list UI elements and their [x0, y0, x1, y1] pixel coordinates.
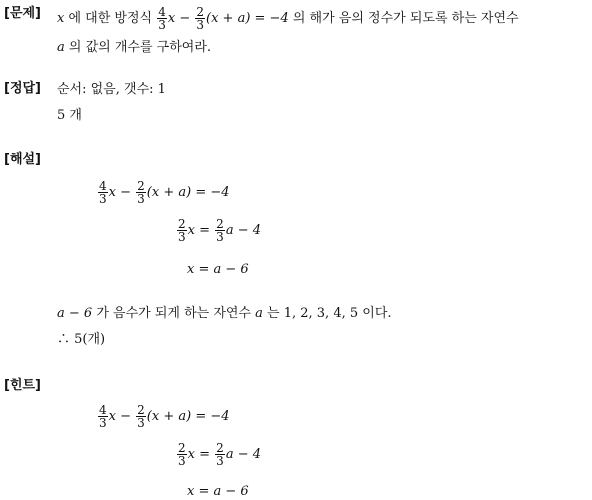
expr-x-minus: x − [167, 11, 195, 26]
problem-text-3: 의 값의 개수를 구하여라. [64, 40, 212, 55]
hint-eq-3: x = a − 6 [187, 484, 249, 499]
hint-label: [힌트] [4, 378, 41, 393]
problem-line-2 [57, 36, 211, 55]
solution-eq-1: $\frac{4}{3}$ x − $\frac{2}{3}$ (x + a) = −4 [99, 179, 230, 206]
hint-eq-2: $\frac{2}{3}$ x = $\frac{2}{3}$ a − 4 [178, 441, 261, 468]
fraction-4-3: $\frac{4}{3}$ [158, 5, 166, 32]
var-x: x [57, 11, 65, 26]
var-a: a [57, 40, 65, 55]
problem-line-1 [57, 6, 519, 31]
solution-label: [해설] [4, 152, 41, 167]
expr-paren: (x + a) = −4 [206, 11, 289, 26]
answer-line-2: 5 개 [57, 108, 82, 123]
fraction-2-3: $\frac{2}{3}$ [196, 5, 205, 32]
hint-eq-1: $\frac{4}{3}$ x − $\frac{2}{3}$ (x + a) = −4 [99, 403, 230, 430]
answer-line-1: 순서: 없음, 갯수: 1 [57, 82, 166, 97]
solution-text-1: a − 6 가 음수가 되게 하는 자연수 a 는 1, 2, 3, 4, 5 이다. [57, 306, 392, 321]
problem-label: [문제] [4, 6, 41, 21]
problem-text-2: 의 해가 음의 정수가 되도록 하는 자연수 [288, 11, 519, 26]
solution-eq-2: $\frac{2}{3}$ x = $\frac{2}{3}$ a − 4 [178, 217, 261, 244]
solution-text-2: ∴ 5(개) [57, 332, 106, 347]
problem-text-1: 에 대한 방정식 [64, 11, 157, 26]
answer-label: [정답] [4, 81, 41, 96]
solution-eq-3: x = a − 6 [187, 262, 249, 277]
